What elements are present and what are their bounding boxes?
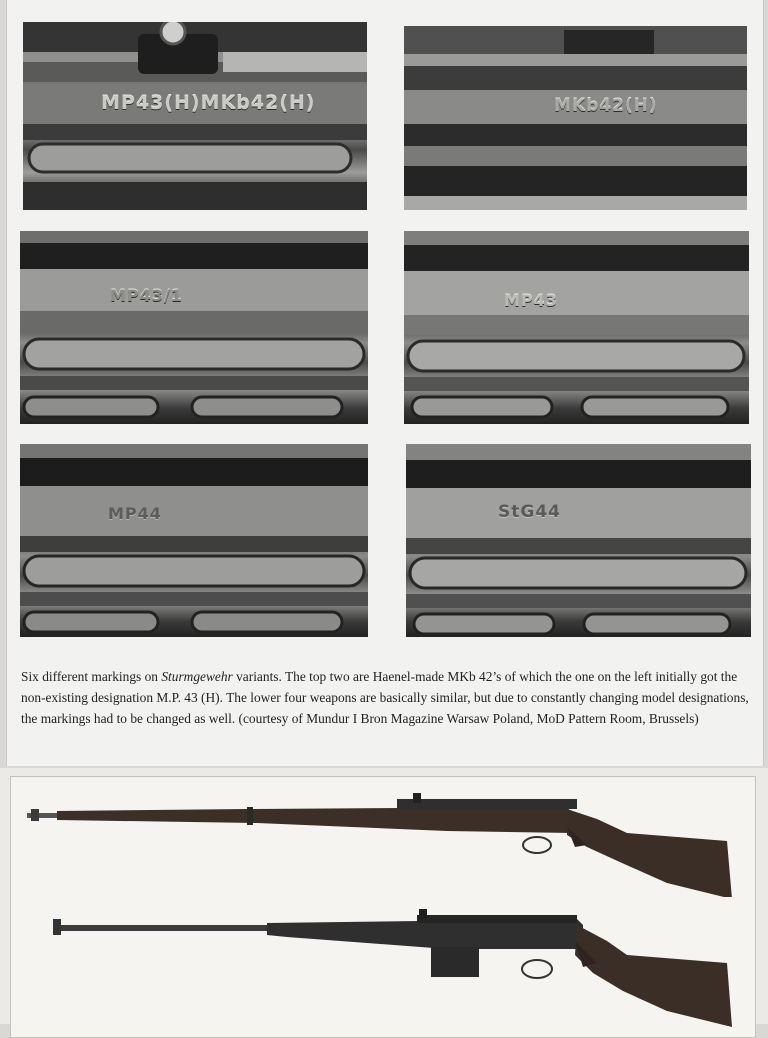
marking-text-3: MP43/1 <box>110 286 183 305</box>
marking-photo-5 <box>20 444 368 637</box>
marking-text-2: MKb42(H) <box>554 96 658 116</box>
marking-photo-4 <box>404 231 749 424</box>
receiver-detail <box>406 444 751 637</box>
caption-text-start: Six different markings on <box>21 669 162 684</box>
receiver-detail <box>20 231 368 424</box>
figure-caption <box>21 666 753 729</box>
marking-photo-3 <box>20 231 368 424</box>
marking-photo-1 <box>23 22 367 210</box>
marking-text-4: MP43 <box>504 291 558 310</box>
caption-text-end: variants. The top two are Haenel-made MKb 42’s of which the one on the left initially got the non-existing designation M.P. 43 (H). The lower four weapons are basically similar, but due to constantly changing model designations, the markings had to be changed as well. (courtesy of Mundur I Bron Magazine Warsaw Poland, MoD Pattern Room, Brussels) <box>21 669 749 726</box>
marking-photo-2 <box>404 26 747 210</box>
marking-text-1: MP43(H)MKb42(H) <box>101 92 316 114</box>
marking-photo-6 <box>406 444 751 637</box>
receiver-detail <box>20 444 368 637</box>
receiver-detail <box>23 22 367 210</box>
rifle-lower-image <box>27 901 767 1031</box>
receiver-detail <box>404 26 747 210</box>
top-page <box>6 0 764 766</box>
caption-italic-term: Sturmgewehr <box>161 669 233 684</box>
marking-text-5: MP44 <box>108 504 162 523</box>
bottom-page <box>0 768 768 1024</box>
marking-text-6: StG44 <box>498 502 561 522</box>
receiver-detail <box>404 231 749 424</box>
rifles-photo <box>10 776 756 1038</box>
rifle-upper-image <box>27 787 767 897</box>
